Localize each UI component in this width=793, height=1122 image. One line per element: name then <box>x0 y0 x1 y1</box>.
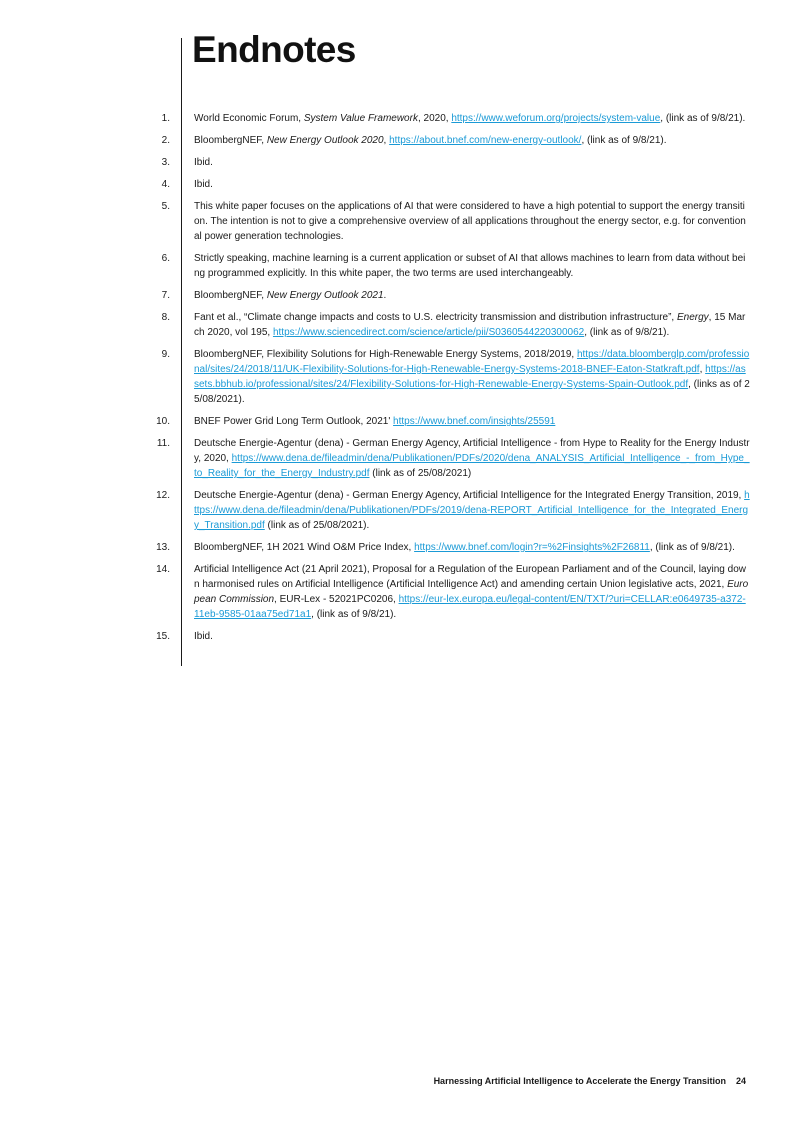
endnote-link[interactable]: https://www.dena.de/fileadmin/dena/Publikationen/PDFs/2019/dena-REPORT_Artificial_Intelligence_for_the_Integrated_Energy_Transition.pdf <box>194 490 750 531</box>
endnote-link[interactable]: https://www.bnef.com/insights/25591 <box>393 416 556 427</box>
footer-title: Harnessing Artificial Intelligence to Accelerate the Energy Transition <box>433 1076 726 1086</box>
endnote-text: Fant et al., “Climate change impacts and costs to U.S. electricity transmission and distribution infrastructure”, Energy, 15 March 2020, vol 195, https://www.sciencedirect.com/science/article/pii/S0360544220300062, (link as of 9/8/21). <box>194 312 746 338</box>
endnotes-list <box>140 111 750 651</box>
endnote-text: Artificial Intelligence Act (21 April 2021), Proposal for a Regulation of the European Parliament and of the Council, laying down harmonised rules on Artificial Intelligence (Artificial Intelligence Act) and amending certain Union legislative acts, 2021, European Commission, EUR-Lex - 52021PC0206, https://eur-lex.europa.eu/legal-content/EN/TXT/?uri=CELLAR:e0649735-a372-11eb-9585-01aa75ed71a1, (link as of 9/8/21). <box>194 564 749 620</box>
endnote-number: 8. <box>161 312 170 323</box>
italic-title: New Energy Outlook 2020 <box>266 135 384 146</box>
endnote-link[interactable]: https://about.bnef.com/new-energy-outlook/ <box>389 135 582 146</box>
endnote-number: 5. <box>161 201 170 212</box>
endnote-2 <box>140 133 750 148</box>
endnote-number: 11. <box>156 438 170 449</box>
endnote-text: BloombergNEF, 1H 2021 Wind O&M Price Index, https://www.bnef.com/login?r=%2Finsights%2F26811, (link as of 9/8/21). <box>194 542 735 553</box>
endnote-number: 7. <box>161 290 170 301</box>
endnote-text: Deutsche Energie-Agentur (dena) - German Energy Agency, Artificial Intelligence - from Hype to Reality for the Energy Industry, 2020, https://www.dena.de/fileadmin/dena/Publikationen/PDFs/2020/dena_ANALYSIS_Artificial_Intelligence_-_from_Hype_to_Reality_for_the_Energy_Industry.pdf (link as of 25/08/2021) <box>194 438 750 479</box>
page-number: 24 <box>735 1076 746 1086</box>
endnote-text: BloombergNEF, Flexibility Solutions for High-Renewable Energy Systems, 2018/2019, https://data.bloomberglp.com/professional/sites/24/2018/11/UK-Flexibility-Solutions-for-High-Renewable-Energy-Systems-2018-BNEF-Eaton-Statkraft.pdf, https://assets.bbhub.io/professional/sites/24/Flexibility-Solutions-for-High-Renewable-Energy-Systems-Spain-Outlook.pdf, (links as of 25/08/2021). <box>194 349 750 405</box>
italic-title: European Commission <box>194 579 749 605</box>
endnote-number: 6. <box>161 253 170 264</box>
endnote-14 <box>140 562 750 622</box>
endnote-link[interactable]: https://www.bnef.com/login?r=%2Finsights%2F26811 <box>414 542 650 553</box>
endnote-6 <box>140 251 750 281</box>
italic-title: System Value Framework <box>303 113 418 124</box>
endnote-text: Ibid. <box>194 157 213 168</box>
endnote-link[interactable]: https://www.weforum.org/projects/system-value <box>451 113 661 124</box>
endnote-number: 9. <box>161 349 170 360</box>
endnote-number: 15. <box>156 631 170 642</box>
endnote-3 <box>140 155 750 170</box>
endnote-12 <box>140 488 750 533</box>
italic-title: New Energy Outlook 2021 <box>266 290 384 301</box>
endnote-text: This white paper focuses on the applications of AI that were considered to have a high potential to support the energy transition. The intention is not to give a comprehensive overview of all applications throughout the energy sector, e.g. for conventional power generation technologies. <box>194 201 746 242</box>
endnote-1 <box>140 111 750 126</box>
endnote-text: Ibid. <box>194 631 213 642</box>
endnote-link[interactable]: https://www.sciencedirect.com/science/article/pii/S0360544220300062 <box>272 327 585 338</box>
endnote-link[interactable]: https://eur-lex.europa.eu/legal-content/EN/TXT/?uri=CELLAR:e0649735-a372-11eb-9585-01aa75ed71a1 <box>194 594 746 620</box>
endnote-number: 2. <box>161 135 170 146</box>
endnote-number: 10. <box>156 416 170 427</box>
endnote-number: 3. <box>161 157 170 168</box>
endnote-text: BNEF Power Grid Long Term Outlook, 2021' https://www.bnef.com/insights/25591 <box>194 416 556 427</box>
italic-title: Energy <box>676 312 709 323</box>
endnote-text: Deutsche Energie-Agentur (dena) - German Energy Agency, Artificial Intelligence for the Integrated Energy Transition, 2019, https://www.dena.de/fileadmin/dena/Publikationen/PDFs/2019/dena-REPORT_Artificial_Intelligence_for_the_Integrated_Energy_Transition.pdf (link as of 25/08/2021). <box>194 490 750 531</box>
endnote-number: 1. <box>161 113 170 124</box>
endnote-10 <box>140 414 750 429</box>
endnote-text: Strictly speaking, machine learning is a current application or subset of AI that allows machines to learn from data without being programmed explicitly. In this white paper, the two terms are used interchangeably. <box>194 253 746 279</box>
endnote-text: BloombergNEF, New Energy Outlook 2020, https://about.bnef.com/new-energy-outlook/, (link as of 9/8/21). <box>194 135 667 146</box>
endnote-11 <box>140 436 750 481</box>
endnote-link[interactable]: https://data.bloomberglp.com/professional/sites/24/2018/11/UK-Flexibility-Solutions-for-High-Renewable-Energy-Systems-2018-BNEF-Eaton-Statkraft.pdf <box>194 349 750 375</box>
page-footer <box>434 1076 746 1086</box>
endnote-text: World Economic Forum, System Value Framework, 2020, https://www.weforum.org/projects/system-value, (link as of 9/8/21). <box>194 113 746 124</box>
endnote-7 <box>140 288 750 303</box>
endnote-number: 4. <box>161 179 170 190</box>
endnote-13 <box>140 540 750 555</box>
endnote-link-2[interactable]: https://assets.bbhub.io/professional/sites/24/Flexibility-Solutions-for-High-Renewable-Energy-Systems-Spain-Outlook.pdf <box>194 364 746 390</box>
endnote-number: 12. <box>156 490 170 501</box>
endnote-link[interactable]: https://www.dena.de/fileadmin/dena/Publikationen/PDFs/2020/dena_ANALYSIS_Artificial_Intelligence_-_from_Hype_to_Reality_for_the_Energy_Industry.pdf <box>194 453 750 479</box>
endnote-text: BloombergNEF, New Energy Outlook 2021. <box>194 290 387 301</box>
page-title: Endnotes <box>192 29 356 70</box>
endnote-8 <box>140 310 750 340</box>
endnote-9 <box>140 347 750 407</box>
endnote-number: 14. <box>156 564 170 575</box>
endnote-5 <box>140 199 750 244</box>
endnote-15 <box>140 629 750 644</box>
endnote-text: Ibid. <box>194 179 213 190</box>
endnote-4 <box>140 177 750 192</box>
endnote-number: 13. <box>156 542 170 553</box>
